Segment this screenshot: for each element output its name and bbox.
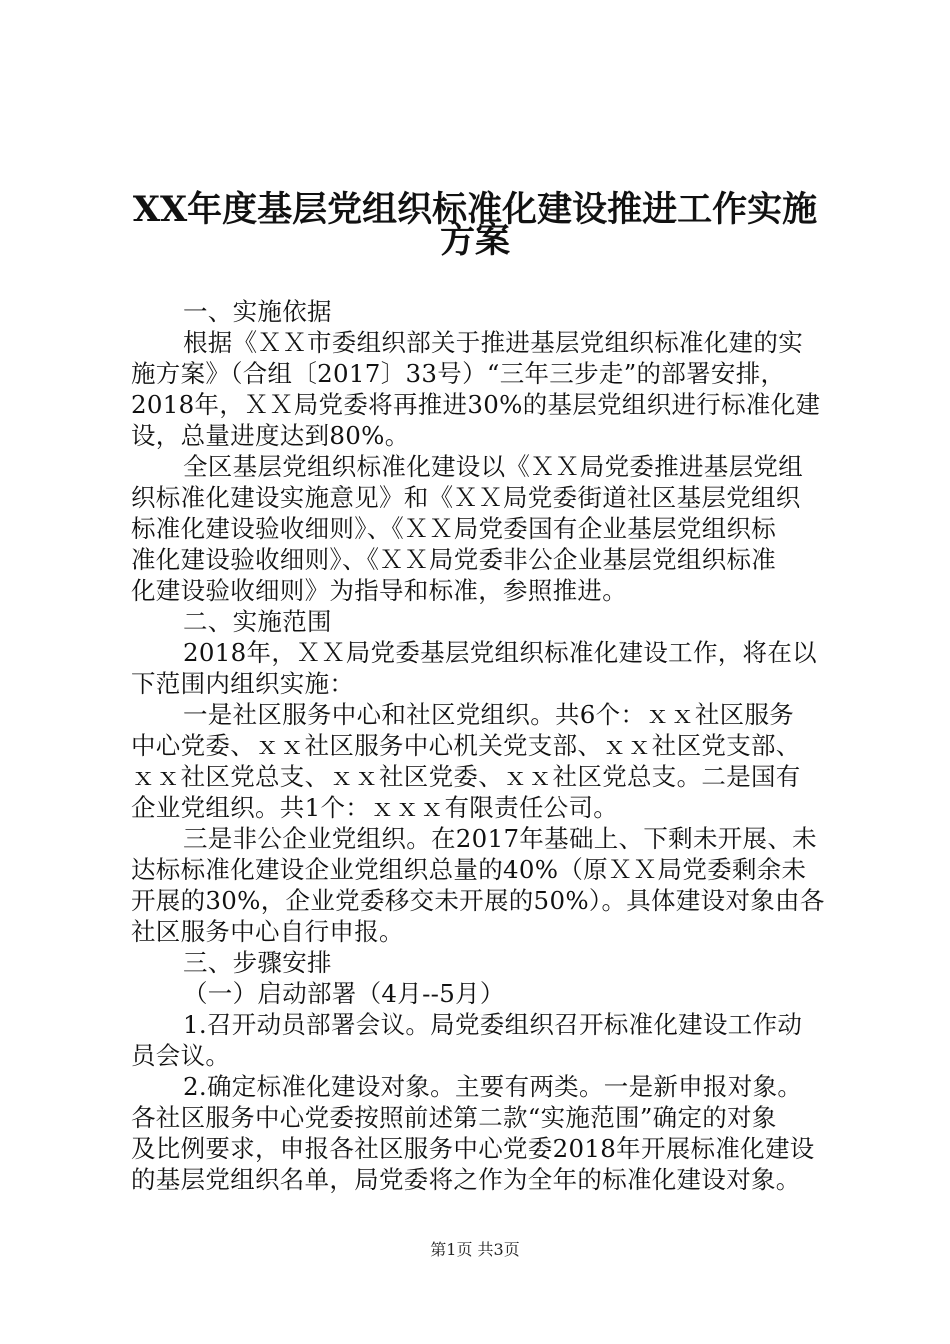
- paragraph-line: 社区服务中心自行申报。: [131, 917, 404, 946]
- paragraph-line: 员会议。: [131, 1041, 231, 1070]
- paragraph: [131, 1071, 831, 1195]
- paragraph-line: 标准化建设验收细则》、《ＸＸ局党委国有企业基层党组织标: [131, 514, 777, 543]
- paragraph-line: 企业党组织。共1个：ｘｘｘ有限责任公司。: [131, 793, 619, 822]
- paragraph: [131, 823, 831, 947]
- paragraph-line: 施方案》（合组〔2017〕33号）“三年三步走”的部署安排，: [131, 359, 786, 388]
- paragraph-line: 织标准化建设实施意见》和《ＸＸ局党委街道社区基层党组织: [131, 483, 801, 512]
- paragraph-line: 1.召开动员部署会议。局党委组织召开标准化建设工作动: [183, 1010, 803, 1039]
- paragraph-line: 三、步骤安排: [183, 948, 332, 977]
- paragraph-line: 根据《ＸＸ市委组织部关于推进基层党组织标准化建的实: [183, 328, 803, 357]
- title-line: 方案: [439, 220, 510, 261]
- paragraph: [131, 606, 831, 637]
- paragraph-line: 一是社区服务中心和社区党组织。共6个：ｘｘ社区服务: [183, 700, 795, 729]
- paragraph: [131, 1009, 831, 1071]
- title-line: XX年度基层党组织标准化建设推进工作实施: [132, 189, 818, 230]
- paragraph-line: 2.确定标准化建设对象。主要有两类。一是新申报对象。: [183, 1072, 803, 1101]
- page-footer: 第1页 共3页: [430, 1240, 520, 1259]
- paragraph: [131, 451, 831, 606]
- paragraph: [131, 978, 831, 1009]
- paragraph-line: 及比例要求，申报各社区服务中心党委2018年开展标准化建设: [131, 1134, 815, 1163]
- paragraph: [131, 327, 831, 451]
- paragraph-line: （一）启动部署（4月--5月）: [183, 979, 505, 1008]
- paragraph: [131, 699, 831, 823]
- document-title: [110, 175, 840, 261]
- paragraph: [131, 947, 831, 978]
- paragraph-line: 2018年，ＸＸ局党委将再推进30%的基层党组织进行标准化建: [131, 390, 821, 419]
- paragraph-line: 三是非公企业党组织。在2017年基础上、下剩未开展、未: [183, 824, 817, 853]
- paragraph-line: 2018年，ＸＸ局党委基层党组织标准化建设工作，将在以: [183, 638, 817, 667]
- paragraph-line: 的基层党组织名单，局党委将之作为全年的标准化建设对象。: [131, 1165, 801, 1194]
- paragraph: [131, 296, 831, 327]
- paragraph-line: 全区基层党组织标准化建设以《ＸＸ局党委推进基层党组: [183, 452, 803, 481]
- paragraph-line: 达标标准化建设企业党组织总量的40%（原ＸＸ局党委剩余未: [131, 855, 807, 884]
- paragraph-line: 开展的30%，企业党委移交未开展的50%）。具体建设对象由各: [131, 886, 825, 915]
- paragraph: [131, 637, 831, 699]
- paragraph-line: 化建设验收细则》为指导和标准，参照推进。: [131, 576, 627, 605]
- paragraph-line: 中心党委、ｘｘ社区服务中心机关党支部、ｘｘ社区党支部、: [131, 731, 801, 760]
- paragraph-line: 准化建设验收细则》、《ＸＸ局党委非公企业基层党组织标准: [131, 545, 777, 574]
- paragraph-line: 下范围内组织实施：: [131, 669, 355, 698]
- paragraph-line: ｘｘ社区党总支、ｘｘ社区党委、ｘｘ社区党总支。二是国有: [131, 762, 801, 791]
- paragraph-line: 二、实施范围: [183, 607, 332, 636]
- paragraph-line: 设，总量进度达到80%。: [131, 421, 410, 450]
- paragraph-line: 一、实施依据: [183, 297, 332, 326]
- paragraph-line: 各社区服务中心党委按照前述第二款“实施范围”确定的对象: [131, 1103, 777, 1132]
- document-body: [131, 296, 831, 1195]
